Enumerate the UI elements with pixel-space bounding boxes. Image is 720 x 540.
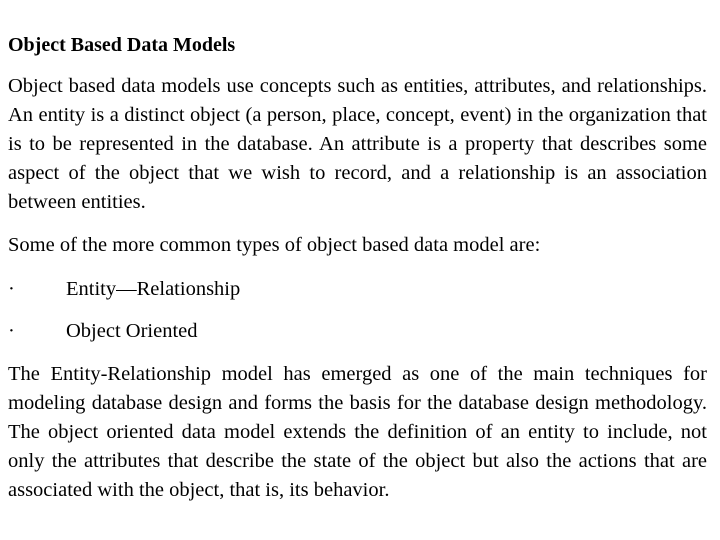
types-intro: Some of the more common types of object based data model are: [8, 234, 541, 256]
paragraph-er-model: The Entity-Relationship model has emerged as one of the main techniques for modeling database design and forms the basis for the database design methodology. The object oriented data model extends the definition of an entity to include, not only the attributes that describe the state of the object but also the actions that are associated with the object, that is, its behavior. [8, 363, 707, 501]
bullet-icon: · [8, 320, 15, 342]
document-title: Object Based Data Models [8, 34, 236, 56]
list-item-label: Object Oriented [66, 320, 198, 342]
list-item-label: Entity—Relationship [66, 278, 241, 300]
paragraph-definition: Object based data models use concepts such as entities, attributes, and relationships. An entity is a distinct object (a person, place, concept, event) in the organization that is to be represented in the database. An attribute is a property that describes some aspect of the object that we wish to record, and a relationship is an association between entities. [8, 75, 707, 213]
bullet-icon: · [8, 278, 15, 300]
